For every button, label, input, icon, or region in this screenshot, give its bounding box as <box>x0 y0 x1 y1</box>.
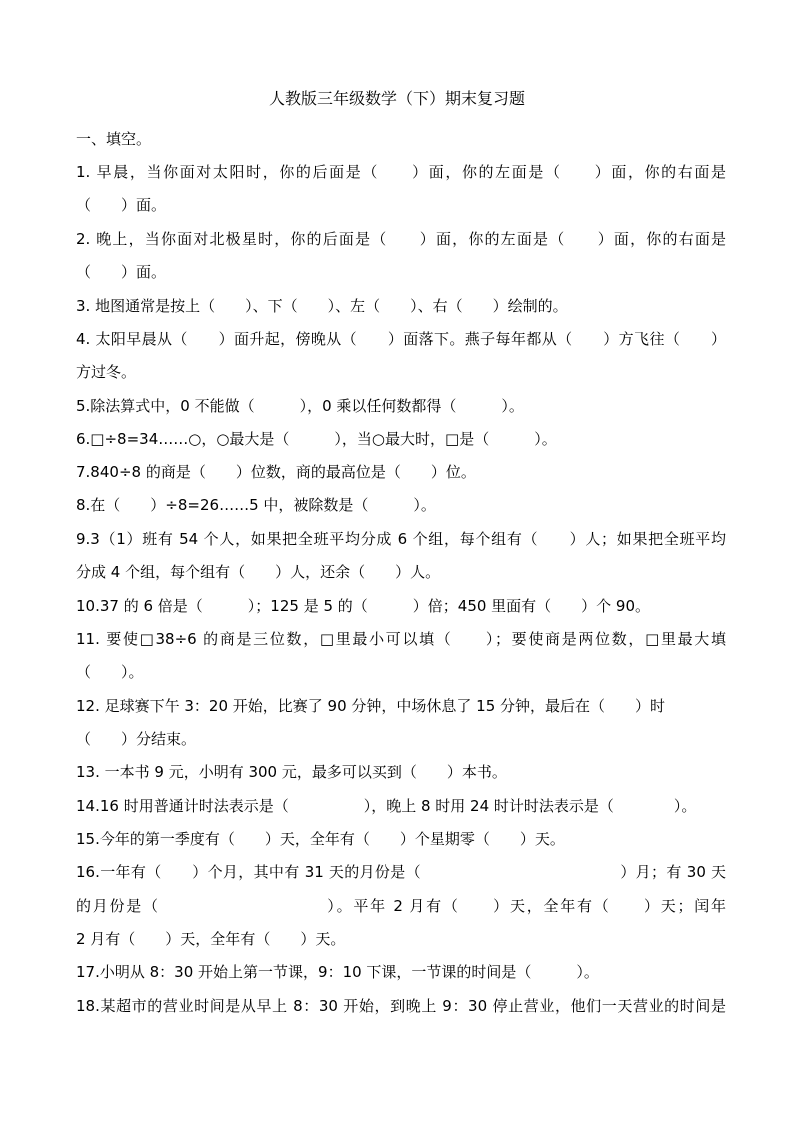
question-1-line-2: （ ）面。 <box>76 196 167 214</box>
question-1-line-1: 1. 早晨，当你面对太阳时，你的后面是（ ）面，你的左面是（ ）面，你的右面是 <box>76 163 726 181</box>
question-9-line-2: 分成 4 个组，每个组有（ ）人，还余（ ）人。 <box>76 563 441 581</box>
question-16-line-2: 的月份是（ ）。平年 2 月有（ ）天，全年有（ ）天；闰年 <box>76 897 726 915</box>
question-9-line-1: 9.3（1）班有 54 个人，如果把全班平均分成 6 个组，每个组有（ ）人；如果把全班平均 <box>76 530 726 548</box>
section-heading: 一、填空。 <box>76 130 152 148</box>
question-4-line-1: 4. 太阳早晨从（ ）面升起，傍晚从（ ）面落下。燕子每年都从（ ）方飞往（ ） <box>76 330 726 348</box>
question-5: 5.除法算式中，0 不能做（ ），0 乘以任何数都得（ ）。 <box>76 397 524 415</box>
question-15: 15.今年的第一季度有（ ）天，全年有（ ）个星期零（ ）天。 <box>76 830 565 848</box>
question-12-line-1: 12. 足球赛下午 3：20 开始，比赛了 90 分钟，中场休息了 15 分钟，最后在（ ）时 <box>76 697 666 715</box>
question-3: 3. 地图通常是按上（ ）、下（ ）、左（ ）、右（ ）绘制的。 <box>76 297 568 315</box>
question-6: 6.□÷8=34……○，○最大是（ ），当○最大时，□是（ ）。 <box>76 430 557 448</box>
question-14: 14.16 时用普通计时法表示是（ ），晚上 8 时用 24 时计时法表示是（ ）。 <box>76 797 697 815</box>
question-18-line-1: 18.某超市的营业时间是从早上 8：30 开始，到晚上 9：30 停止营业，他们一天营业的时间是 <box>76 997 726 1015</box>
question-12-line-2: （ ）分结束。 <box>76 730 197 748</box>
question-2-line-2: （ ）面。 <box>76 263 167 281</box>
question-4-line-2: 方过冬。 <box>76 363 137 381</box>
question-8: 8.在（ ）÷8=26……5 中，被除数是（ ）。 <box>76 496 436 514</box>
question-2-line-1: 2. 晚上，当你面对北极星时，你的后面是（ ）面，你的左面是（ ）面，你的右面是 <box>76 230 726 248</box>
question-11-line-1: 11. 要使□38÷6 的商是三位数，□里最小可以填（ ）；要使商是两位数，□里最大填 <box>76 630 726 648</box>
question-7: 7.840÷8 的商是（ ）位数，商的最高位是（ ）位。 <box>76 463 476 481</box>
question-17: 17.小明从 8：30 开始上第一节课，9：10 下课，一节课的时间是（ ）。 <box>76 963 599 981</box>
question-11-line-2: （ ）。 <box>76 663 144 681</box>
question-16-line-3: 2 月有（ ）天，全年有（ ）天。 <box>76 930 346 948</box>
question-16-line-1: 16.一年有（ ）个月，其中有 31 天的月份是（ ）月；有 30 天 <box>76 863 726 881</box>
question-13: 13. 一本书 9 元，小明有 300 元，最多可以买到（ ）本书。 <box>76 763 507 781</box>
page-title: 人教版三年级数学（下）期末复习题 <box>268 89 525 108</box>
question-10: 10.37 的 6 倍是（ ）；125 是 5 的（ ）倍；450 里面有（ ）个 90。 <box>76 597 651 615</box>
